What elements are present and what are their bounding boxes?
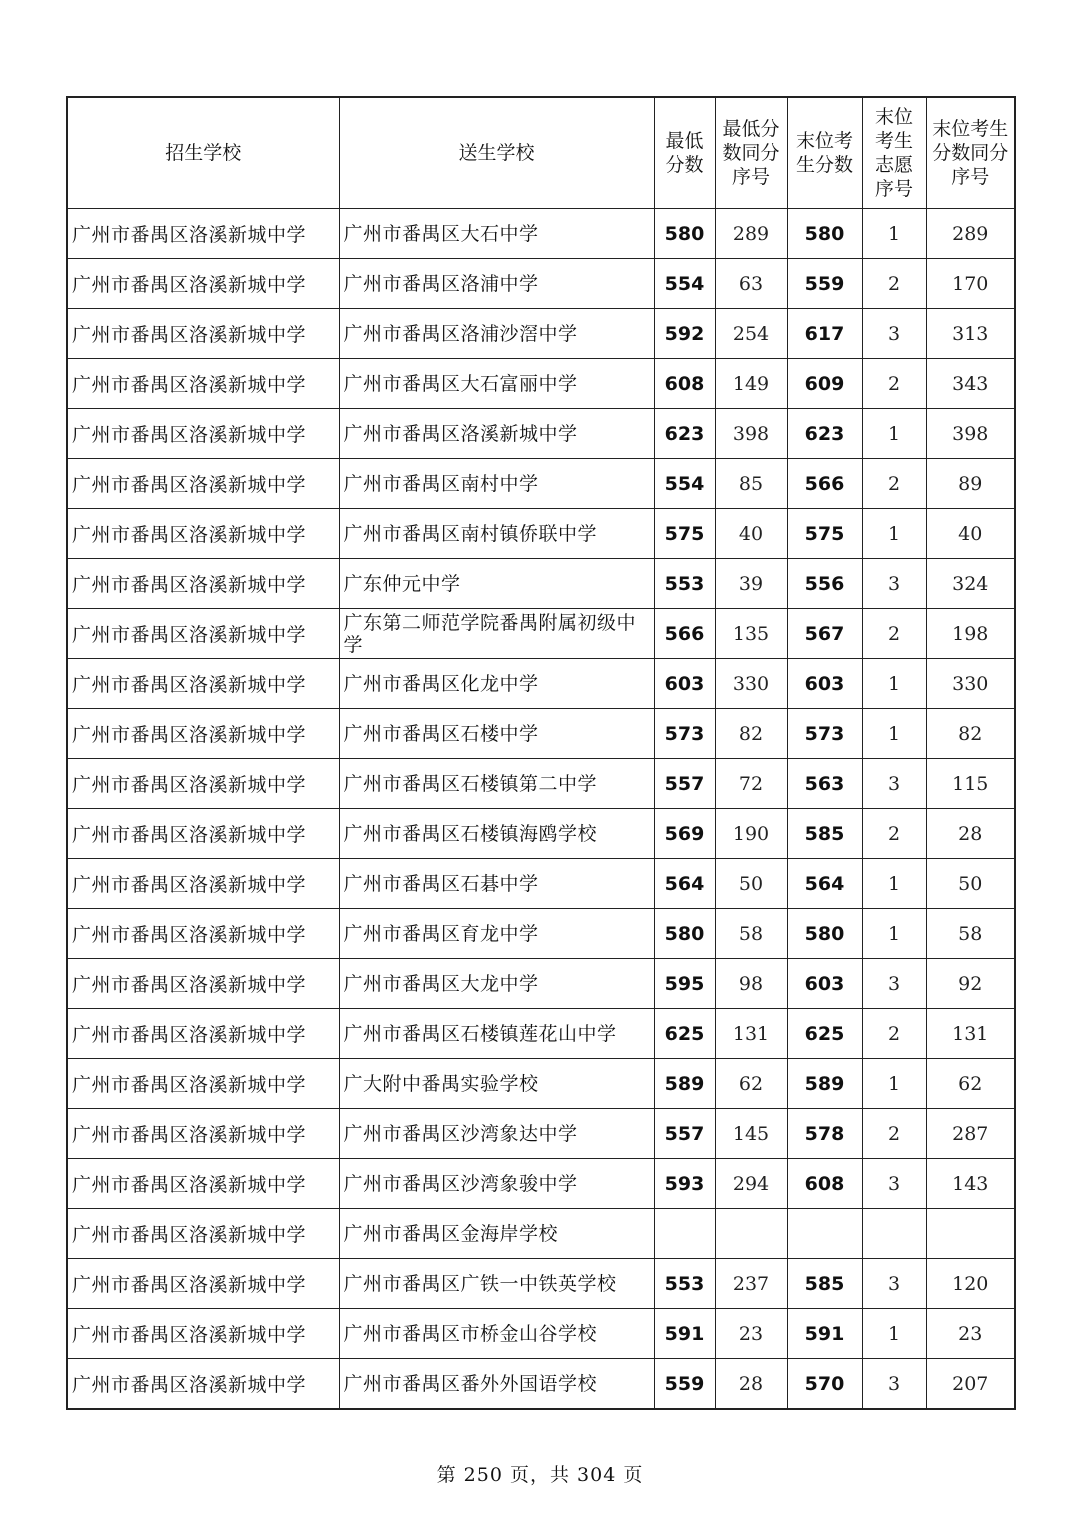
header-last-rank: 末位考生 分数同分 序号 [926, 97, 1015, 209]
min-rank-cell: 190 [715, 809, 787, 859]
send-school-label: 广州市番禺区大石中学 [343, 222, 539, 245]
admit-school-cell: 广州市番禺区洛溪新城中学 [67, 1209, 339, 1259]
send-school-cell [339, 1359, 654, 1410]
admit-school-cell: 广州市番禺区洛溪新城中学 [67, 909, 339, 959]
header-min-score-rank: 最低分 数同分 序号 [715, 97, 787, 209]
min-score-cell: 623 [654, 409, 715, 459]
min-rank-cell: 237 [715, 1259, 787, 1309]
pref-cell: 2 [862, 1009, 926, 1059]
table-row [67, 409, 1015, 459]
send-school-cell [339, 1209, 654, 1259]
page-number: 第 250 页，共 304 页 [436, 1464, 644, 1486]
table-row [67, 959, 1015, 1009]
min-score-cell: 564 [654, 859, 715, 909]
pref-cell: 1 [862, 659, 926, 709]
header-row [67, 97, 1015, 209]
last-score-cell: 580 [787, 209, 862, 259]
last-score-cell: 585 [787, 1259, 862, 1309]
send-school-cell [339, 909, 654, 959]
pref-cell: 2 [862, 609, 926, 659]
header-send-school: 送生学校 [339, 97, 654, 209]
min-rank-cell [715, 1209, 787, 1259]
send-school-label: 广州市番禺区番外外国语学校 [343, 1372, 598, 1395]
send-school-label: 广东仲元中学 [343, 572, 461, 595]
last-rank-cell: 207 [926, 1359, 1015, 1410]
send-school-cell [339, 809, 654, 859]
min-rank-cell: 131 [715, 1009, 787, 1059]
last-rank-cell: 343 [926, 359, 1015, 409]
min-score-cell: 592 [654, 309, 715, 359]
send-school-label: 广州市番禺区石楼镇海鸥学校 [343, 822, 598, 845]
pref-cell [862, 1209, 926, 1259]
pref-cell: 3 [862, 1259, 926, 1309]
send-school-cell [339, 1159, 654, 1209]
last-score-cell: 608 [787, 1159, 862, 1209]
min-rank-cell: 135 [715, 609, 787, 659]
min-rank-cell: 330 [715, 659, 787, 709]
pref-cell: 1 [862, 859, 926, 909]
min-score-cell: 553 [654, 1259, 715, 1309]
send-school-label: 广州市番禺区化龙中学 [343, 672, 539, 695]
table-row [67, 509, 1015, 559]
min-rank-cell: 39 [715, 559, 787, 609]
last-score-cell: 625 [787, 1009, 862, 1059]
last-rank-cell: 143 [926, 1159, 1015, 1209]
last-rank-cell: 89 [926, 459, 1015, 509]
last-rank-cell: 170 [926, 259, 1015, 309]
min-score-cell: 559 [654, 1359, 715, 1410]
pref-cell: 3 [862, 309, 926, 359]
min-score-cell: 603 [654, 659, 715, 709]
admit-school-cell: 广州市番禺区洛溪新城中学 [67, 959, 339, 1009]
pref-cell: 2 [862, 459, 926, 509]
table-row [67, 809, 1015, 859]
admit-school-cell: 广州市番禺区洛溪新城中学 [67, 709, 339, 759]
min-rank-cell: 85 [715, 459, 787, 509]
last-rank-cell: 398 [926, 409, 1015, 459]
table-row [67, 859, 1015, 909]
send-school-cell [339, 609, 654, 659]
min-rank-cell: 145 [715, 1109, 787, 1159]
send-school-cell [339, 459, 654, 509]
last-score-cell: 570 [787, 1359, 862, 1410]
send-school-cell [339, 309, 654, 359]
admit-school-cell: 广州市番禺区洛溪新城中学 [67, 309, 339, 359]
min-rank-cell: 294 [715, 1159, 787, 1209]
min-score-cell: 595 [654, 959, 715, 1009]
min-score-cell: 557 [654, 759, 715, 809]
last-score-cell [787, 1209, 862, 1259]
min-rank-cell: 98 [715, 959, 787, 1009]
send-school-cell [339, 959, 654, 1009]
send-school-cell [339, 509, 654, 559]
last-rank-cell [926, 1209, 1015, 1259]
table-row [67, 1159, 1015, 1209]
table-row [67, 909, 1015, 959]
last-rank-cell: 115 [926, 759, 1015, 809]
pref-cell: 3 [862, 959, 926, 1009]
send-school-label: 广州市番禺区金海岸学校 [343, 1222, 559, 1245]
pref-cell: 2 [862, 259, 926, 309]
send-school-cell [339, 859, 654, 909]
pref-cell: 2 [862, 1109, 926, 1159]
last-rank-cell: 287 [926, 1109, 1015, 1159]
table-row [67, 1359, 1015, 1410]
last-score-cell: 556 [787, 559, 862, 609]
admit-school-cell: 广州市番禺区洛溪新城中学 [67, 859, 339, 909]
pref-cell: 2 [862, 359, 926, 409]
send-school-label: 广州市番禺区石碁中学 [343, 872, 539, 895]
min-score-cell: 553 [654, 559, 715, 609]
send-school-label: 广州市番禺区广铁一中铁英学校 [343, 1272, 617, 1295]
pref-cell: 1 [862, 409, 926, 459]
pref-cell: 3 [862, 1159, 926, 1209]
table-row [67, 1259, 1015, 1309]
pref-cell: 1 [862, 1059, 926, 1109]
table-row [67, 559, 1015, 609]
last-rank-cell: 40 [926, 509, 1015, 559]
pref-cell: 3 [862, 559, 926, 609]
send-school-label: 广州市番禺区育龙中学 [343, 922, 539, 945]
send-school-cell [339, 559, 654, 609]
pref-cell: 3 [862, 759, 926, 809]
last-rank-cell: 28 [926, 809, 1015, 859]
table-row [67, 759, 1015, 809]
last-rank-cell: 82 [926, 709, 1015, 759]
last-score-cell: 623 [787, 409, 862, 459]
min-score-cell: 589 [654, 1059, 715, 1109]
send-school-label: 广州市番禺区沙湾象骏中学 [343, 1172, 578, 1195]
admit-school-cell: 广州市番禺区洛溪新城中学 [67, 209, 339, 259]
last-score-cell: 591 [787, 1309, 862, 1359]
last-score-cell: 617 [787, 309, 862, 359]
min-score-cell: 608 [654, 359, 715, 409]
table-row [67, 1009, 1015, 1059]
table-row [67, 709, 1015, 759]
send-school-label: 广州市番禺区石楼中学 [343, 722, 539, 745]
send-school-label: 广大附中番禺实验学校 [343, 1072, 539, 1095]
admit-school-cell: 广州市番禺区洛溪新城中学 [67, 1259, 339, 1309]
send-school-cell [339, 359, 654, 409]
send-school-cell [339, 1259, 654, 1309]
send-school-cell [339, 709, 654, 759]
pref-cell: 1 [862, 509, 926, 559]
send-school-label: 广州市番禺区南村中学 [343, 472, 539, 495]
admit-school-cell: 广州市番禺区洛溪新城中学 [67, 659, 339, 709]
send-school-cell [339, 759, 654, 809]
min-score-cell: 625 [654, 1009, 715, 1059]
admit-school-cell: 广州市番禺区洛溪新城中学 [67, 1159, 339, 1209]
send-school-cell [339, 409, 654, 459]
table-row [67, 1059, 1015, 1109]
pref-cell: 2 [862, 809, 926, 859]
table-row [67, 1309, 1015, 1359]
admit-school-cell: 广州市番禺区洛溪新城中学 [67, 359, 339, 409]
table-row [67, 459, 1015, 509]
pref-cell: 1 [862, 209, 926, 259]
min-rank-cell: 82 [715, 709, 787, 759]
last-rank-cell: 313 [926, 309, 1015, 359]
min-rank-cell: 149 [715, 359, 787, 409]
last-score-cell: 564 [787, 859, 862, 909]
admit-school-cell: 广州市番禺区洛溪新城中学 [67, 809, 339, 859]
send-school-label: 广州市番禺区石楼镇第二中学 [343, 772, 598, 795]
last-rank-cell: 131 [926, 1009, 1015, 1059]
send-school-label: 广州市番禺区洛浦中学 [343, 272, 539, 295]
send-school-label: 广州市番禺区南村镇侨联中学 [343, 522, 598, 545]
last-score-cell: 559 [787, 259, 862, 309]
pref-cell: 3 [862, 1359, 926, 1410]
last-score-cell: 566 [787, 459, 862, 509]
table-row [67, 209, 1015, 259]
min-score-cell [654, 1209, 715, 1259]
min-score-cell: 573 [654, 709, 715, 759]
last-rank-cell: 324 [926, 559, 1015, 609]
admit-school-cell: 广州市番禺区洛溪新城中学 [67, 609, 339, 659]
admit-school-cell: 广州市番禺区洛溪新城中学 [67, 559, 339, 609]
header-last-pref: 末位 考生 志愿 序号 [862, 97, 926, 209]
min-score-cell: 580 [654, 209, 715, 259]
table-row [67, 1109, 1015, 1159]
send-school-cell [339, 1309, 654, 1359]
last-score-cell: 603 [787, 959, 862, 1009]
min-score-cell: 569 [654, 809, 715, 859]
min-rank-cell: 50 [715, 859, 787, 909]
send-school-label: 广州市番禺区大龙中学 [343, 972, 539, 995]
send-school-label: 广州市番禺区沙湾象达中学 [343, 1122, 578, 1145]
send-school-label: 广州市番禺区市桥金山谷学校 [343, 1322, 598, 1345]
pref-cell: 1 [862, 909, 926, 959]
last-rank-cell: 62 [926, 1059, 1015, 1109]
admit-school-cell: 广州市番禺区洛溪新城中学 [67, 1309, 339, 1359]
last-score-cell: 580 [787, 909, 862, 959]
last-score-cell: 578 [787, 1109, 862, 1159]
last-rank-cell: 120 [926, 1259, 1015, 1309]
last-rank-cell: 50 [926, 859, 1015, 909]
last-score-cell: 589 [787, 1059, 862, 1109]
admit-school-cell: 广州市番禺区洛溪新城中学 [67, 459, 339, 509]
last-score-cell: 563 [787, 759, 862, 809]
min-rank-cell: 58 [715, 909, 787, 959]
last-rank-cell: 330 [926, 659, 1015, 709]
last-score-cell: 603 [787, 659, 862, 709]
last-rank-cell: 23 [926, 1309, 1015, 1359]
admit-school-cell: 广州市番禺区洛溪新城中学 [67, 509, 339, 559]
admit-school-cell: 广州市番禺区洛溪新城中学 [67, 409, 339, 459]
send-school-cell [339, 1009, 654, 1059]
min-score-cell: 557 [654, 1109, 715, 1159]
send-school-label: 广州市番禺区石楼镇莲花山中学 [343, 1022, 617, 1045]
table-body [67, 209, 1015, 1410]
last-rank-cell: 198 [926, 609, 1015, 659]
min-rank-cell: 254 [715, 309, 787, 359]
pref-cell: 1 [862, 1309, 926, 1359]
admit-school-cell: 广州市番禺区洛溪新城中学 [67, 1359, 339, 1410]
min-score-cell: 566 [654, 609, 715, 659]
table-row [67, 659, 1015, 709]
pref-cell: 1 [862, 709, 926, 759]
send-school-label: 广州市番禺区洛溪新城中学 [343, 422, 578, 445]
send-school-label: 广东第二师范学院番禺附属初级中学 [343, 611, 637, 656]
min-rank-cell: 23 [715, 1309, 787, 1359]
min-rank-cell: 63 [715, 259, 787, 309]
last-score-cell: 585 [787, 809, 862, 859]
min-score-cell: 591 [654, 1309, 715, 1359]
min-rank-cell: 72 [715, 759, 787, 809]
admit-school-cell: 广州市番禺区洛溪新城中学 [67, 259, 339, 309]
table-row [67, 359, 1015, 409]
send-school-label: 广州市番禺区大石富丽中学 [343, 372, 578, 395]
table-row [67, 1209, 1015, 1259]
table-row [67, 259, 1015, 309]
min-score-cell: 554 [654, 459, 715, 509]
min-rank-cell: 289 [715, 209, 787, 259]
send-school-cell [339, 1109, 654, 1159]
header-last-score: 末位考 生分数 [787, 97, 862, 209]
admit-school-cell: 广州市番禺区洛溪新城中学 [67, 1059, 339, 1109]
min-score-cell: 575 [654, 509, 715, 559]
send-school-cell [339, 1059, 654, 1109]
send-school-cell [339, 659, 654, 709]
min-score-cell: 554 [654, 259, 715, 309]
min-rank-cell: 398 [715, 409, 787, 459]
min-score-cell: 580 [654, 909, 715, 959]
last-score-cell: 573 [787, 709, 862, 759]
send-school-cell [339, 209, 654, 259]
last-score-cell: 567 [787, 609, 862, 659]
admit-school-cell: 广州市番禺区洛溪新城中学 [67, 1009, 339, 1059]
last-rank-cell: 289 [926, 209, 1015, 259]
table-row [67, 309, 1015, 359]
min-rank-cell: 62 [715, 1059, 787, 1109]
header-admit-school: 招生学校 [67, 97, 339, 209]
last-rank-cell: 58 [926, 909, 1015, 959]
table-row [67, 609, 1015, 659]
min-score-cell: 593 [654, 1159, 715, 1209]
send-school-label: 广州市番禺区洛浦沙滘中学 [343, 322, 578, 345]
last-rank-cell: 92 [926, 959, 1015, 1009]
send-school-cell [339, 259, 654, 309]
table-header [67, 97, 1015, 209]
header-min-score: 最低 分数 [654, 97, 715, 209]
last-score-cell: 609 [787, 359, 862, 409]
admission-table [66, 96, 1016, 1410]
last-score-cell: 575 [787, 509, 862, 559]
min-rank-cell: 28 [715, 1359, 787, 1410]
admit-school-cell: 广州市番禺区洛溪新城中学 [67, 759, 339, 809]
min-rank-cell: 40 [715, 509, 787, 559]
admit-school-cell: 广州市番禺区洛溪新城中学 [67, 1109, 339, 1159]
